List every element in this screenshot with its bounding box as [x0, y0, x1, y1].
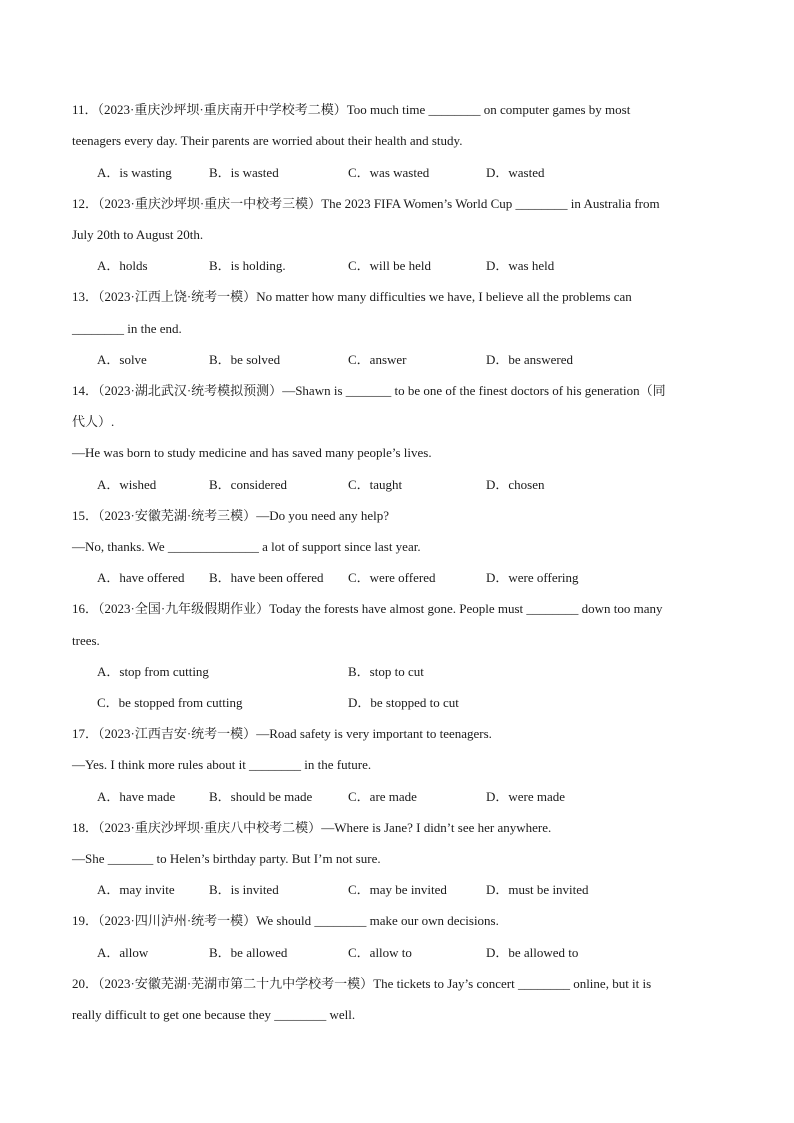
question-number: 18．	[72, 820, 99, 835]
question-19-first-line	[72, 913, 499, 929]
question-stem: The tickets to Jay’s concert ________ online, but it is	[373, 976, 652, 991]
option-a[interactable]: A．have made	[97, 789, 176, 804]
question-stem-line: —No, thanks. We ______________ a lot of support since last year.	[72, 539, 421, 554]
option-a[interactable]: A．wished	[97, 477, 157, 492]
option-c[interactable]: C．were offered	[348, 570, 436, 585]
question-14-first-line	[72, 383, 666, 399]
option-d[interactable]: D．be answered	[486, 352, 573, 367]
option-d[interactable]: D．must be invited	[486, 882, 589, 897]
question-18-first-line	[72, 820, 551, 836]
option-d[interactable]: D．be stopped to cut	[348, 695, 459, 710]
option-b[interactable]: B．have been offered	[209, 570, 324, 585]
question-stem: —Shawn is _______ to be one of the finest doctors of his generation（同	[282, 383, 666, 398]
option-b[interactable]: B．considered	[209, 477, 287, 492]
option-c[interactable]: C．are made	[348, 789, 417, 804]
question-stem: We should ________ make our own decisions.	[256, 913, 499, 928]
question-stem-line: —He was born to study medicine and has saved many people’s lives.	[72, 445, 432, 460]
question-number: 20．	[72, 976, 99, 991]
question-16-first-line	[72, 601, 663, 617]
option-a[interactable]: A．stop from cutting	[97, 664, 209, 679]
option-b[interactable]: B．stop to cut	[348, 664, 424, 679]
option-d[interactable]: D．be allowed to	[486, 945, 579, 960]
question-20-first-line	[72, 976, 651, 992]
question-stem-line: —Yes. I think more rules about it ________ in the future.	[72, 757, 372, 772]
question-number: 16．	[72, 601, 99, 616]
question-11-first-line	[72, 102, 630, 118]
question-number: 17．	[72, 726, 99, 741]
question-17-first-line	[72, 726, 492, 742]
question-stem-line: July 20th to August 20th.	[72, 227, 204, 242]
question-stem: No matter how many difficulties we have, I believe all the problems can	[256, 289, 632, 304]
question-source: （2023·重庆沙坪坝·重庆南开中学校考二模）	[97, 102, 347, 117]
option-a[interactable]: A．is wasting	[97, 165, 172, 180]
question-source: （2023·重庆沙坪坝·重庆八中校考二模）	[98, 820, 322, 835]
question-number: 13．	[72, 289, 99, 304]
option-c[interactable]: C．may be invited	[348, 882, 447, 897]
option-c[interactable]: C．answer	[348, 352, 407, 367]
option-d[interactable]: D．chosen	[486, 477, 545, 492]
question-stem: —Do you need any help?	[256, 508, 390, 523]
option-a[interactable]: A．have offered	[97, 570, 185, 585]
question-source: （2023·江西吉安·统考一模）	[98, 726, 257, 741]
question-source: （2023·安徽芜湖·芜湖市第二十九中学校考一模）	[98, 976, 374, 991]
option-d[interactable]: D．wasted	[486, 165, 545, 180]
question-stem: Too much time ________ on computer games by most	[346, 102, 631, 117]
question-stem-line: trees.	[72, 633, 100, 648]
option-c[interactable]: C．was wasted	[348, 165, 430, 180]
question-number: 19．	[72, 913, 99, 928]
option-a[interactable]: A．solve	[97, 352, 147, 367]
question-stem: —Road safety is very important to teenagers.	[256, 726, 492, 741]
option-b[interactable]: B．be allowed	[209, 945, 288, 960]
option-b[interactable]: B．is holding.	[209, 258, 286, 273]
option-d[interactable]: D．was held	[486, 258, 555, 273]
option-c[interactable]: C．be stopped from cutting	[97, 695, 243, 710]
question-15-first-line	[72, 508, 389, 524]
option-c[interactable]: C．will be held	[348, 258, 432, 273]
option-b[interactable]: B．is wasted	[209, 165, 279, 180]
option-d[interactable]: D．were offering	[486, 570, 579, 585]
question-stem-line: ________ in the end.	[72, 321, 182, 336]
question-source: （2023·四川泸州·统考一模）	[98, 913, 257, 928]
question-13-first-line	[72, 289, 632, 305]
question-source: （2023·重庆沙坪坝·重庆一中校考三模）	[98, 196, 322, 211]
option-a[interactable]: A．may invite	[97, 882, 175, 897]
question-stem-line: —She _______ to Helen’s birthday party. But I’m not sure.	[72, 851, 381, 866]
question-number: 14．	[72, 383, 99, 398]
question-source: （2023·江西上饶·统考一模）	[98, 289, 257, 304]
question-number: 12．	[72, 196, 99, 211]
question-stem: The 2023 FIFA Women’s World Cup ________ in Australia from	[321, 196, 660, 211]
question-12-first-line	[72, 196, 660, 212]
question-source: （2023·湖北武汉·统考模拟预测）	[98, 383, 283, 398]
option-d[interactable]: D．were made	[486, 789, 566, 804]
question-stem: Today the forests have almost gone. People must ________ down too many	[269, 601, 663, 616]
option-a[interactable]: A．holds	[97, 258, 148, 273]
option-c[interactable]: C．allow to	[348, 945, 412, 960]
question-number: 11．	[72, 102, 98, 117]
question-stem-line: 代人）.	[72, 414, 115, 429]
question-number: 15．	[72, 508, 99, 523]
option-a[interactable]: A．allow	[97, 945, 149, 960]
question-source: （2023·安徽芜湖·统考三模）	[98, 508, 257, 523]
option-c[interactable]: C．taught	[348, 477, 403, 492]
option-b[interactable]: B．be solved	[209, 352, 281, 367]
question-stem: —Where is Jane? I didn’t see her anywhere.	[321, 820, 552, 835]
question-stem-line: really difficult to get one because they ________ well.	[72, 1007, 356, 1022]
option-b[interactable]: B．is invited	[209, 882, 279, 897]
question-stem-line: teenagers every day. Their parents are worried about their health and study.	[72, 133, 463, 148]
option-b[interactable]: B．should be made	[209, 789, 313, 804]
question-source: （2023·全国·九年级假期作业）	[98, 601, 270, 616]
